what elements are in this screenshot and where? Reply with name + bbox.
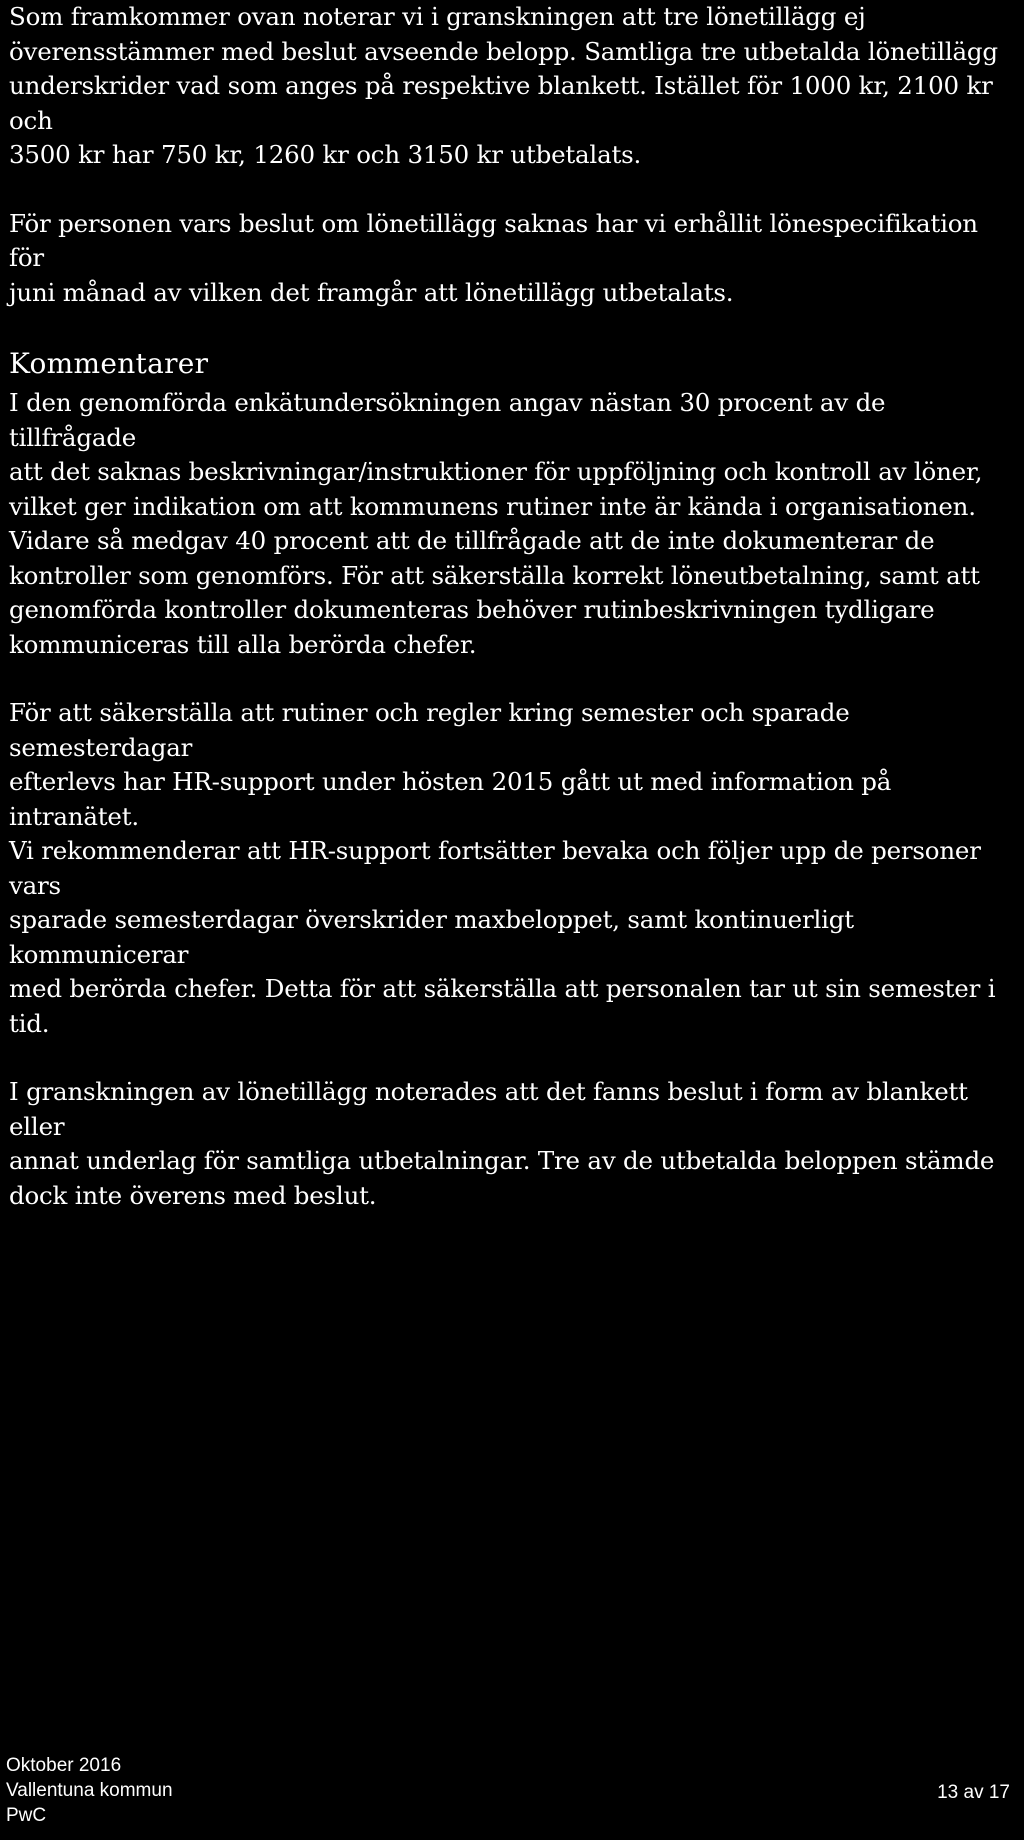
document-body <box>9 0 1019 1247</box>
paragraph-amount-discrepancy: Som framkommer ovan noterar vi i granskningen att tre lönetillägg ej överensstämmer med beslut avseende belopp. Samtliga tre utbetalda lönetillägg underskrider vad som anges på respektive blankett. Istället för 1000 kr, 2100 kr och 3500 kr har 750 kr, 1260 kr och 3150 kr utbetalats. <box>9 2 998 169</box>
paragraph-allowance-review: I granskningen av lönetillägg noterades att det fanns beslut i form av blankett eller annat underlag för samtliga utbetalningar. Tre av de utbetalda beloppen stämde dock inte överens med beslut. <box>9 1077 995 1210</box>
footer-firm: PwC <box>6 1805 47 1826</box>
page-number: 13 av 17 <box>937 1782 1010 1803</box>
section-heading-kommentarer: Kommentarer <box>9 347 209 380</box>
page-footer <box>6 1753 1016 1828</box>
paragraph-vacation-recommendation: För att säkerställa att rutiner och regler kring semester och sparade semesterdagar efterlevs har HR-support under hösten 2015 gått ut med information på intranätet. Vi rekommenderar att HR-support fortsätter bevaka och följer upp de personer vars sparade semesterdagar överskrider maxbeloppet, samt kontinuerligt kommunicerar med berörda chefer. Detta för att säkerställa att personalen tar ut sin semester i tid. <box>9 698 996 1038</box>
paragraph-missing-decision: För personen vars beslut om lönetillägg saknas har vi erhållit lönespecifikation för juni månad av vilken det framgår att lönetillägg utbetalats. <box>9 208 978 307</box>
footer-date: Oktober 2016 <box>6 1755 122 1776</box>
paragraph-survey-findings: I den genomförda enkätundersökningen angav nästan 30 procent av de tillfrågade att det saknas beskrivningar/instruktioner för uppföljning och kontroll av löner, vilket ger indikation om att kommunens rutiner inte är kända i organisationen. Vidare så medgav 40 procent att de tillfrågade att de inte dokumenterar de kontroller som genomförs. För att säkerställa korrekt löneutbetalning, samt att genomförda kontroller dokumenteras behöver rutinbeskrivningen tydligare kommuniceras till alla berörda chefer. <box>9 388 983 659</box>
footer-organization: Vallentuna kommun <box>6 1780 173 1801</box>
